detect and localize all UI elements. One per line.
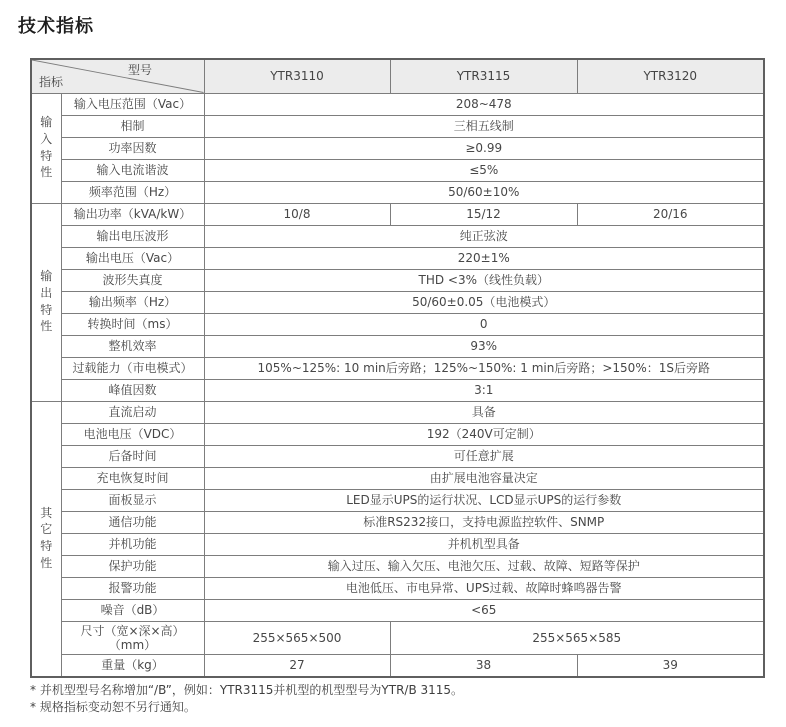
spec-table-body [31, 93, 764, 677]
spec-value: 255×565×585 [390, 621, 764, 655]
section-label-0: 输 入 特 性 [31, 93, 61, 203]
spec-label: 输入电压范围（Vac） [61, 93, 204, 115]
spec-value: <65 [204, 599, 764, 621]
spec-value: ≤5% [204, 159, 764, 181]
model-header-ytr3120: YTR3120 [577, 59, 764, 93]
table-row [31, 511, 764, 533]
spec-value: 220±1% [204, 247, 764, 269]
table-row [31, 621, 764, 655]
spec-value: 10/8 [204, 203, 390, 225]
table-row [31, 269, 764, 291]
spec-label: 通信功能 [61, 511, 204, 533]
footnote-parallel-model: * 并机型型号名称增加“/B”，例如：YTR3115并机型的机型型号为YTR/B 3115。 [30, 683, 464, 697]
spec-value: 0 [204, 313, 764, 335]
table-row [31, 93, 764, 115]
table-row [31, 655, 764, 677]
table-row [31, 137, 764, 159]
spec-value: 20/16 [577, 203, 764, 225]
spec-label: 报警功能 [61, 577, 204, 599]
spec-value: 标准RS232接口，支持电源监控软件、SNMP [204, 511, 764, 533]
table-row [31, 489, 764, 511]
section-label-2: 其 它 特 性 [31, 401, 61, 677]
spec-value: 105%~125%: 10 min后旁路；125%~150%: 1 min后旁路；>150%：1S后旁路 [204, 357, 764, 379]
spec-value: 255×565×500 [204, 621, 390, 655]
table-row [31, 357, 764, 379]
spec-value: 输入过压、输入欠压、电池欠压、过载、故障、短路等保护 [204, 555, 764, 577]
footnotes [30, 682, 463, 716]
table-row [31, 599, 764, 621]
spec-label: 输出电压（Vac） [61, 247, 204, 269]
spec-label: 保护功能 [61, 555, 204, 577]
table-row [31, 181, 764, 203]
spec-label: 输出频率（Hz） [61, 291, 204, 313]
spec-value: LED显示UPS的运行状况、LCD显示UPS的运行参数 [204, 489, 764, 511]
spec-label: 尺寸（宽×深×高）（mm） [61, 621, 204, 655]
spec-label: 波形失真度 [61, 269, 204, 291]
spec-label: 整机效率 [61, 335, 204, 357]
spec-value: 并机机型具备 [204, 533, 764, 555]
spec-label: 后备时间 [61, 445, 204, 467]
table-row [31, 445, 764, 467]
table-row [31, 115, 764, 137]
spec-value: 可任意扩展 [204, 445, 764, 467]
header-row [31, 59, 764, 93]
spec-table [30, 58, 765, 678]
spec-value: ≥0.99 [204, 137, 764, 159]
table-row [31, 555, 764, 577]
spec-value: 纯正弦波 [204, 225, 764, 247]
spec-label: 过载能力（市电模式） [61, 357, 204, 379]
corner-indicator-label: 指标 [39, 75, 64, 90]
spec-value: 93% [204, 335, 764, 357]
spec-value: 具备 [204, 401, 764, 423]
spec-label: 输入电流谐波 [61, 159, 204, 181]
page-title: 技术指标 [18, 16, 94, 37]
spec-value: THD <3%（线性负载） [204, 269, 764, 291]
spec-value: 15/12 [390, 203, 577, 225]
spec-label: 噪音（dB） [61, 599, 204, 621]
spec-value: 39 [577, 655, 764, 677]
table-row [31, 247, 764, 269]
section-label-1: 输 出 特 性 [31, 203, 61, 401]
spec-label: 电池电压（VDC） [61, 423, 204, 445]
spec-value: 50/60±10% [204, 181, 764, 203]
spec-value: 3:1 [204, 379, 764, 401]
table-row [31, 467, 764, 489]
spec-label: 并机功能 [61, 533, 204, 555]
spec-label: 功率因数 [61, 137, 204, 159]
footnote-spec-change: * 规格指标变动恕不另行通知。 [30, 700, 196, 714]
spec-value: 50/60±0.05（电池模式） [204, 291, 764, 313]
spec-value: 由扩展电池容量决定 [204, 467, 764, 489]
spec-label: 直流启动 [61, 401, 204, 423]
table-row [31, 423, 764, 445]
spec-value: 38 [390, 655, 577, 677]
table-row [31, 379, 764, 401]
spec-label: 输出电压波形 [61, 225, 204, 247]
spec-label: 峰值因数 [61, 379, 204, 401]
table-row [31, 291, 764, 313]
spec-value: 电池低压、市电异常、UPS过载、故障时蜂鸣器告警 [204, 577, 764, 599]
spec-label: 重量（kg） [61, 655, 204, 677]
model-header-ytr3115: YTR3115 [390, 59, 577, 93]
spec-value: 208~478 [204, 93, 764, 115]
spec-label: 面板显示 [61, 489, 204, 511]
spec-label: 相制 [61, 115, 204, 137]
spec-label: 频率范围（Hz） [61, 181, 204, 203]
table-row [31, 401, 764, 423]
corner-model-label: 型号 [128, 63, 153, 77]
spec-value: 27 [204, 655, 390, 677]
spec-label: 充电恢复时间 [61, 467, 204, 489]
corner-cell [31, 59, 204, 93]
table-row [31, 335, 764, 357]
spec-value: 192（240V可定制） [204, 423, 764, 445]
model-header-ytr3110: YTR3110 [204, 59, 390, 93]
table-row [31, 533, 764, 555]
table-row [31, 159, 764, 181]
spec-label: 转换时间（ms） [61, 313, 204, 335]
table-row [31, 313, 764, 335]
table-row [31, 225, 764, 247]
table-row [31, 203, 764, 225]
spec-label: 输出功率（kVA/kW） [61, 203, 204, 225]
spec-value: 三相五线制 [204, 115, 764, 137]
table-row [31, 577, 764, 599]
